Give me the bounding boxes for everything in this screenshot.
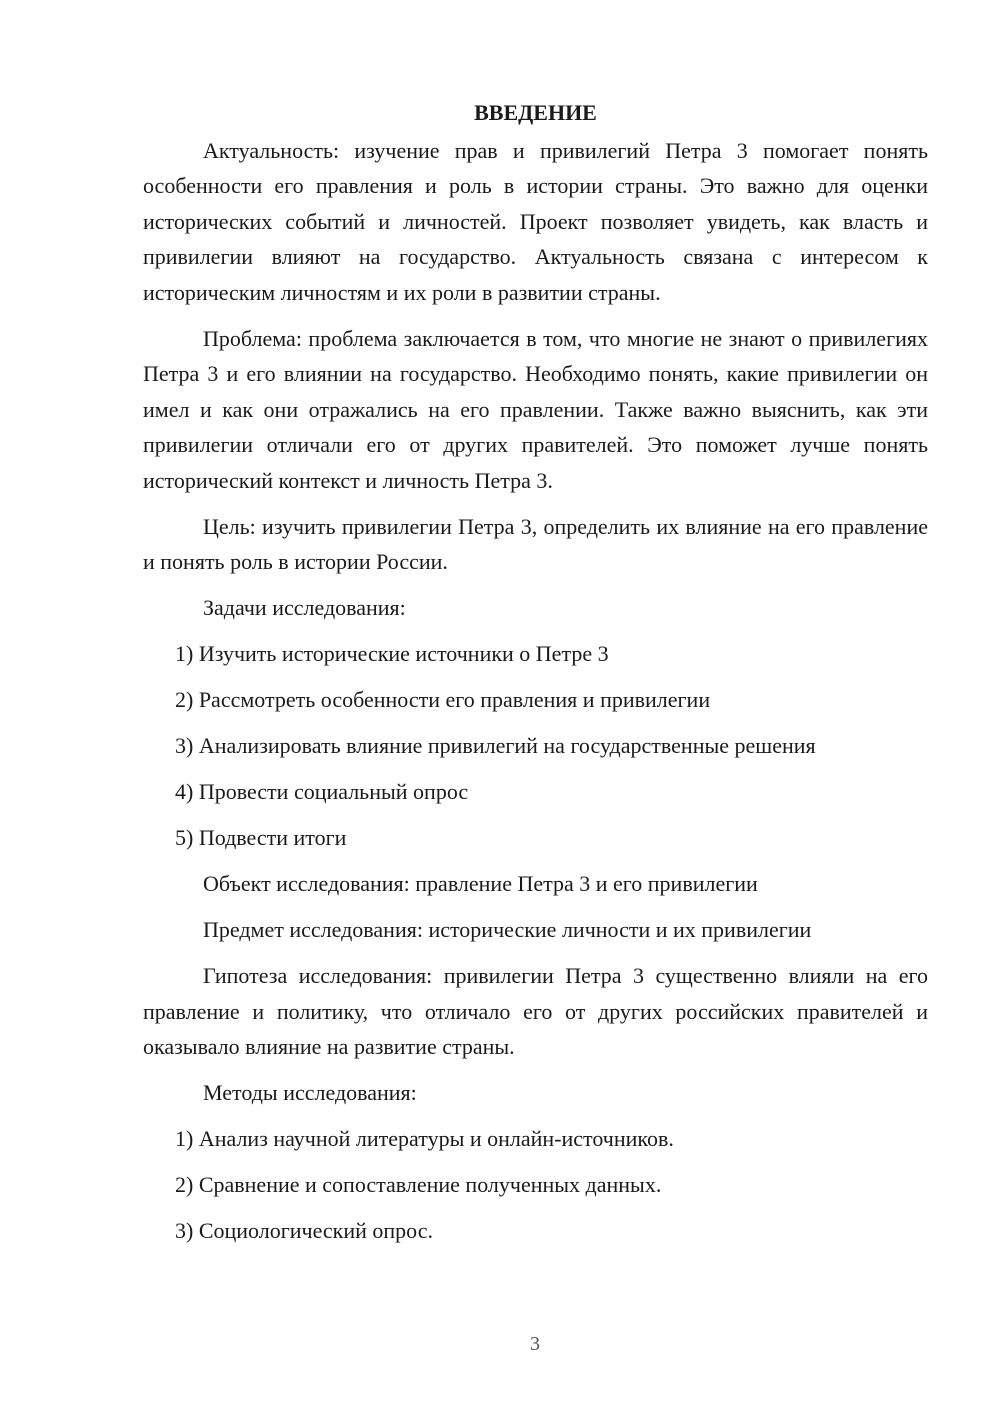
relevance-paragraph: Актуальность: изучение прав и привилегий Петра 3 помогает понять особенности его правления и роль в истории страны. Это важно для оценки исторических событий и личностей. Проект позволяет увидеть, как власть и привилегии влияют на государство. Актуальность связана с интересом к историческим личностям и их роли в развитии страны.: [143, 137, 928, 305]
task-item-2: 2) Рассмотреть особенности его правления и привилегии: [175, 687, 711, 712]
task-item-1: 1) Изучить исторические источники о Петре 3: [175, 641, 609, 666]
method-item-2: 2) Сравнение и сопоставление полученных данных.: [175, 1172, 662, 1197]
page-content: [143, 95, 928, 1259]
tasks-title: Задачи исследования:: [203, 595, 406, 620]
page-number: 3: [530, 1333, 540, 1355]
problem-paragraph: Проблема: проблема заключается в том, что многие не знают о привилегиях Петра 3 и его влиянии на государство. Необходимо понять, какие привилегии он имел и как они отражались на его правлении. Также важно выяснить, как эти привилегии отличали его от других правителей. Это поможет лучше понять исторический контекст и личность Петра 3.: [143, 325, 928, 493]
method-item-1: 1) Анализ научной литературы и онлайн-источников.: [175, 1126, 674, 1151]
methods-title: Методы исследования:: [203, 1080, 417, 1105]
section-heading: ВВЕДЕНИЕ: [474, 100, 597, 125]
task-item-4: 4) Провести социальный опрос: [175, 779, 469, 804]
task-item-3: 3) Анализировать влияние привилегий на государственные решения: [175, 733, 816, 758]
task-item-5: 5) Подвести итоги: [175, 825, 347, 850]
hypothesis-paragraph: Гипотеза исследования: привилегии Петра 3 существенно влияли на его правление и политику, что отличало его от других российских правителей и оказывало влияние на развитие страны.: [143, 963, 928, 1059]
goal-paragraph: Цель: изучить привилегии Петра 3, определить их влияние на его правление и понять роль в истории России.: [143, 513, 928, 574]
method-item-3: 3) Социологический опрос.: [175, 1218, 433, 1243]
research-subject: Предмет исследования: исторические личности и их привилегии: [203, 917, 812, 942]
research-object: Объект исследования: правление Петра 3 и его привилегии: [203, 871, 758, 896]
